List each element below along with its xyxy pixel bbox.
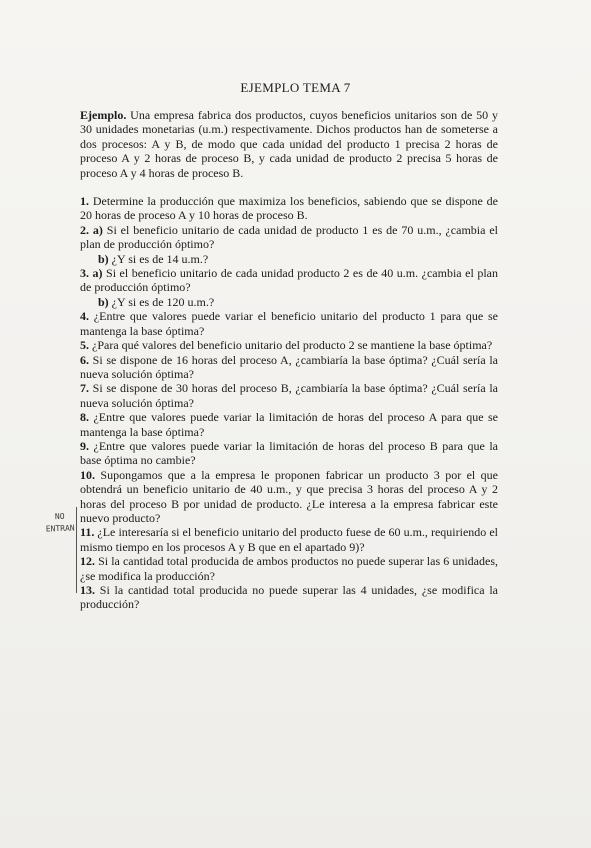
question-number: 7.	[80, 381, 89, 396]
question-number: 5.	[80, 338, 89, 353]
question-text: Si el beneficio unitario de cada unidad de producto 1 es de 70 u.m., ¿cambia el plan de producción óptimo?	[80, 222, 498, 252]
question-number: 6.	[80, 352, 89, 367]
question-text: ¿Entre que valores puede variar la limitación de horas del proceso B para que la base óptima no cambie?	[80, 438, 498, 468]
question-item	[80, 381, 498, 410]
question-item	[80, 266, 498, 295]
question-number: 10.	[80, 467, 95, 482]
question-item	[80, 468, 498, 526]
intro-text: Una empresa fabrica dos productos, cuyos beneficios unitarios son de 50 y 30 unidades monetarias (u.m.) respectivamente. Dichos productos han de someterse a dos procesos: A y B, de modo que cada unidad del producto 1 precisa 2 horas de proceso A y 2 horas de proceso B, y cada unidad de producto 2 precisa 5 horas de proceso A y 4 horas de proceso B.	[80, 108, 498, 180]
question-text: ¿Le interesaría si el beneficio unitario del producto fuese de 60 u.m., requiriendo el mismo tiempo en los procesos A y B que en el apartado 9)?	[80, 525, 498, 554]
question-item	[80, 410, 498, 439]
question-text: Si la cantidad total producida de ambos productos no puede superar las 6 unidades, ¿se modifica la producción?	[80, 554, 498, 583]
question-text: Si se dispone de 16 horas del proceso A, ¿cambiaría la base óptima? ¿Cuál sería la nueva solución óptima?	[80, 352, 498, 381]
question-number: 2. a)	[80, 222, 103, 237]
question-subitem	[80, 252, 498, 266]
question-subitem	[80, 295, 498, 309]
question-text: ¿Para qué valores del beneficio unitario del producto 2 se mantiene la base óptima?	[89, 338, 493, 353]
question-text: ¿Entre que valores puede variar la limitación de horas del proceso A para que se mantenga la base óptima?	[80, 410, 498, 439]
question-item	[80, 194, 498, 223]
document-body	[80, 108, 498, 612]
intro-paragraph	[80, 108, 498, 180]
page-title: EJEMPLO TEMA 7	[240, 80, 351, 95]
question-item	[80, 525, 498, 554]
margin-note-line-2: ENTRAN	[45, 523, 75, 534]
question-number: 13.	[80, 583, 95, 597]
question-text: ¿Y si es de 14 u.m.?	[108, 251, 209, 266]
question-item	[80, 439, 498, 468]
question-number: 8.	[80, 410, 89, 425]
question-item	[80, 223, 498, 252]
question-number: b)	[98, 251, 109, 266]
question-item	[80, 353, 498, 382]
margin-note-line-1: NO	[54, 511, 65, 522]
question-item	[80, 554, 498, 583]
question-number: 9.	[80, 438, 89, 453]
question-number: 12.	[80, 554, 95, 569]
question-item	[80, 309, 498, 338]
handwritten-margin-note	[42, 510, 79, 535]
question-number: b)	[98, 294, 109, 309]
question-number: 3. a)	[80, 266, 103, 281]
question-text: Si la cantidad total producida no puede superar las 4 unidades, ¿se modifica la producción?	[80, 583, 498, 612]
question-text: Supongamos que a la empresa le proponen fabricar un producto 3 por el que obtendrá un beneficio unitario de 40 u.m., y que precisa 3 horas del proceso A y 2 horas del proceso B por unidad de producto. ¿Le interesa a la empresa fabricar este nuevo producto?	[80, 467, 498, 525]
question-text: Si se dispone de 30 horas del proceso B, ¿cambiaría la base óptima? ¿Cuál sería la nueva solución óptima?	[80, 381, 498, 410]
question-number: 1.	[80, 194, 89, 209]
question-text: ¿Y si es de 120 u.m.?	[108, 294, 215, 309]
question-text: ¿Entre que valores puede variar el beneficio unitario del producto 1 para que se mantenga la base óptima?	[80, 309, 498, 338]
question-item	[80, 338, 498, 352]
question-text: Determine la producción que maximiza los beneficios, sabiendo que se dispone de 20 horas de proceso A y 10 horas de proceso B.	[80, 194, 498, 223]
question-text: Si el beneficio unitario de cada unidad producto 2 es de 40 u.m. ¿cambia el plan de producción óptimo?	[80, 266, 498, 295]
question-number: 4.	[80, 309, 89, 324]
question-number: 11.	[80, 525, 95, 540]
intro-label: Ejemplo.	[80, 108, 127, 122]
question-item	[80, 583, 498, 612]
